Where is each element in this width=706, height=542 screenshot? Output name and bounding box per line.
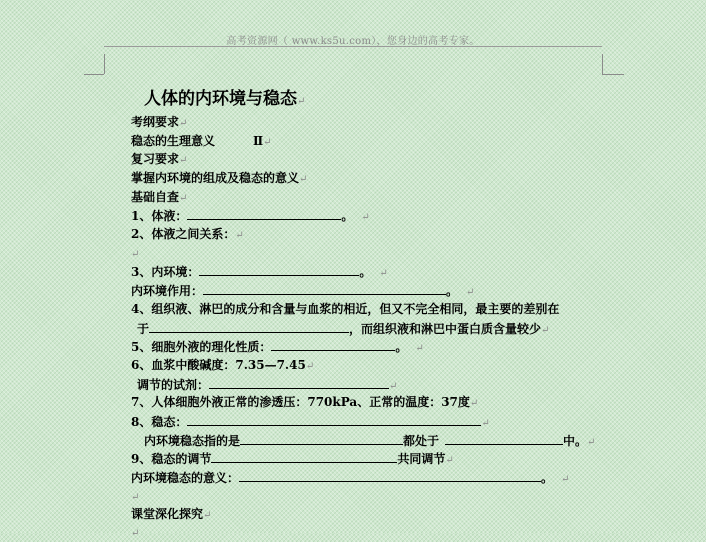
fill-blank[interactable] [240, 432, 403, 445]
line-text: 5、细胞外液的理化性质： [131, 340, 272, 354]
paragraph-mark: ↵ [235, 230, 244, 241]
line-text: 7、人体细胞外液正常的渗透压：770kPa、正常的温度：37度 [131, 395, 470, 409]
page-header-text: 高考资源网（ www.ks5u.com），您身边的高考专家。 [226, 36, 480, 47]
line-text: 6、血浆中酸碱度：7.35—7.45 [131, 358, 306, 372]
doc-line-12[interactable] [137, 320, 549, 339]
doc-line-3[interactable] [131, 151, 187, 169]
doc-line-15[interactable] [137, 376, 397, 395]
line-text: 。 [446, 284, 459, 298]
line-text: 中。 [563, 434, 588, 448]
doc-line-23[interactable] [131, 524, 139, 542]
doc-line-9[interactable] [131, 263, 388, 282]
fill-blank[interactable] [211, 450, 397, 463]
line-text: Ⅱ [253, 134, 264, 148]
line-text: 9、稳态的调节 [131, 452, 212, 466]
header-rule [104, 46, 602, 47]
crop-mark-right-h [602, 74, 624, 75]
line-text: 3、内环境： [131, 265, 200, 279]
line-text: 内环境稳态的意义： [131, 471, 240, 485]
fill-blank[interactable] [271, 338, 395, 351]
doc-line-8[interactable] [131, 245, 139, 263]
doc-line-6[interactable] [131, 207, 370, 226]
paragraph-mark: ↵ [541, 325, 550, 336]
line-text: 。 [341, 209, 354, 223]
doc-line-17[interactable] [131, 413, 490, 432]
doc-line-4[interactable] [131, 170, 307, 188]
line-text: 内环境稳态指的是 [144, 434, 241, 448]
line-text: 调节的试剂： [137, 378, 210, 392]
line-text: 课堂深化探究 [131, 507, 204, 521]
crop-mark-left [104, 54, 105, 74]
line-text: ，而组织液和淋巴中蛋白质含量较少 [349, 322, 542, 336]
paragraph-mark: ↵ [389, 381, 398, 392]
doc-line-7[interactable] [131, 226, 244, 244]
paragraph-mark: ↵ [361, 212, 370, 223]
fill-blank[interactable] [239, 469, 541, 482]
paragraph-mark: ↵ [179, 118, 188, 129]
line-text: 基础自查 [131, 190, 180, 204]
line-text: 共同调节 [397, 452, 446, 466]
doc-line-20[interactable] [131, 469, 569, 488]
paragraph-mark: ↵ [481, 418, 490, 429]
paragraph-mark: ↵ [203, 510, 212, 521]
doc-line-11[interactable] [131, 301, 559, 318]
line-text: 8、稳态： [131, 415, 188, 429]
line-text: 。 [359, 265, 372, 279]
line-text: 都处于 [403, 434, 440, 448]
doc-line-10[interactable] [131, 282, 474, 301]
line-text: 稳态的生理意义 [131, 134, 216, 148]
paragraph-mark: ↵ [179, 155, 188, 166]
paragraph-mark: ↵ [131, 528, 140, 539]
doc-line-2[interactable] [131, 133, 272, 151]
paragraph-mark: ↵ [131, 249, 140, 260]
doc-line-18[interactable] [144, 432, 595, 451]
doc-line-22[interactable] [131, 506, 211, 524]
paragraph-mark: ↵ [469, 398, 479, 409]
paragraph-mark: ↵ [305, 361, 315, 372]
doc-line-21[interactable] [131, 488, 139, 506]
line-text: 考纲要求 [131, 115, 180, 129]
doc-line-16[interactable] [131, 394, 478, 412]
doc-line-19[interactable] [131, 450, 454, 469]
doc-line-5[interactable] [131, 189, 187, 207]
crop-mark-left-h [84, 74, 104, 75]
paragraph-mark: ↵ [379, 268, 388, 279]
fill-blank[interactable] [209, 376, 389, 389]
paragraph-mark: ↵ [263, 137, 272, 148]
paragraph-mark: ↵ [131, 492, 140, 503]
fill-blank[interactable] [187, 207, 341, 220]
paragraph-mark: ↵ [445, 455, 454, 466]
paragraph-mark: ↵ [299, 174, 308, 185]
paragraph-mark: ↵ [587, 437, 596, 448]
line-text: 1、体液： [131, 209, 188, 223]
line-text: 。 [395, 340, 408, 354]
line-text: 于 [137, 322, 150, 336]
line-text: 内环境作用： [131, 284, 204, 298]
paragraph-mark: ↵ [179, 193, 188, 204]
fill-blank[interactable] [187, 413, 481, 426]
line-text: 2、体液之间关系： [131, 227, 236, 241]
title-text: 人体的内环境与稳态 [144, 89, 297, 109]
line-text: 掌握内环境的组成及稳态的意义 [131, 171, 300, 185]
document-title[interactable] [144, 84, 305, 109]
paragraph-mark: ↵ [415, 343, 424, 354]
fill-blank[interactable] [149, 320, 349, 333]
paragraph-mark: ↵ [561, 474, 570, 485]
crop-mark-right [602, 54, 603, 74]
line-text: 4、组织液、淋巴的成分和含量与血浆的相近，但又不完全相同，最主要的差别在 [131, 302, 560, 316]
doc-line-1[interactable] [131, 114, 187, 132]
fill-blank[interactable] [199, 263, 359, 276]
line-text: 复习要求 [131, 152, 180, 166]
paragraph-mark: ↵ [297, 96, 306, 107]
fill-blank[interactable] [445, 432, 563, 445]
paragraph-mark: ↵ [466, 287, 475, 298]
doc-line-13[interactable] [131, 338, 424, 357]
fill-blank[interactable] [203, 282, 446, 295]
doc-line-14[interactable] [131, 357, 314, 375]
line-text: 。 [541, 471, 554, 485]
